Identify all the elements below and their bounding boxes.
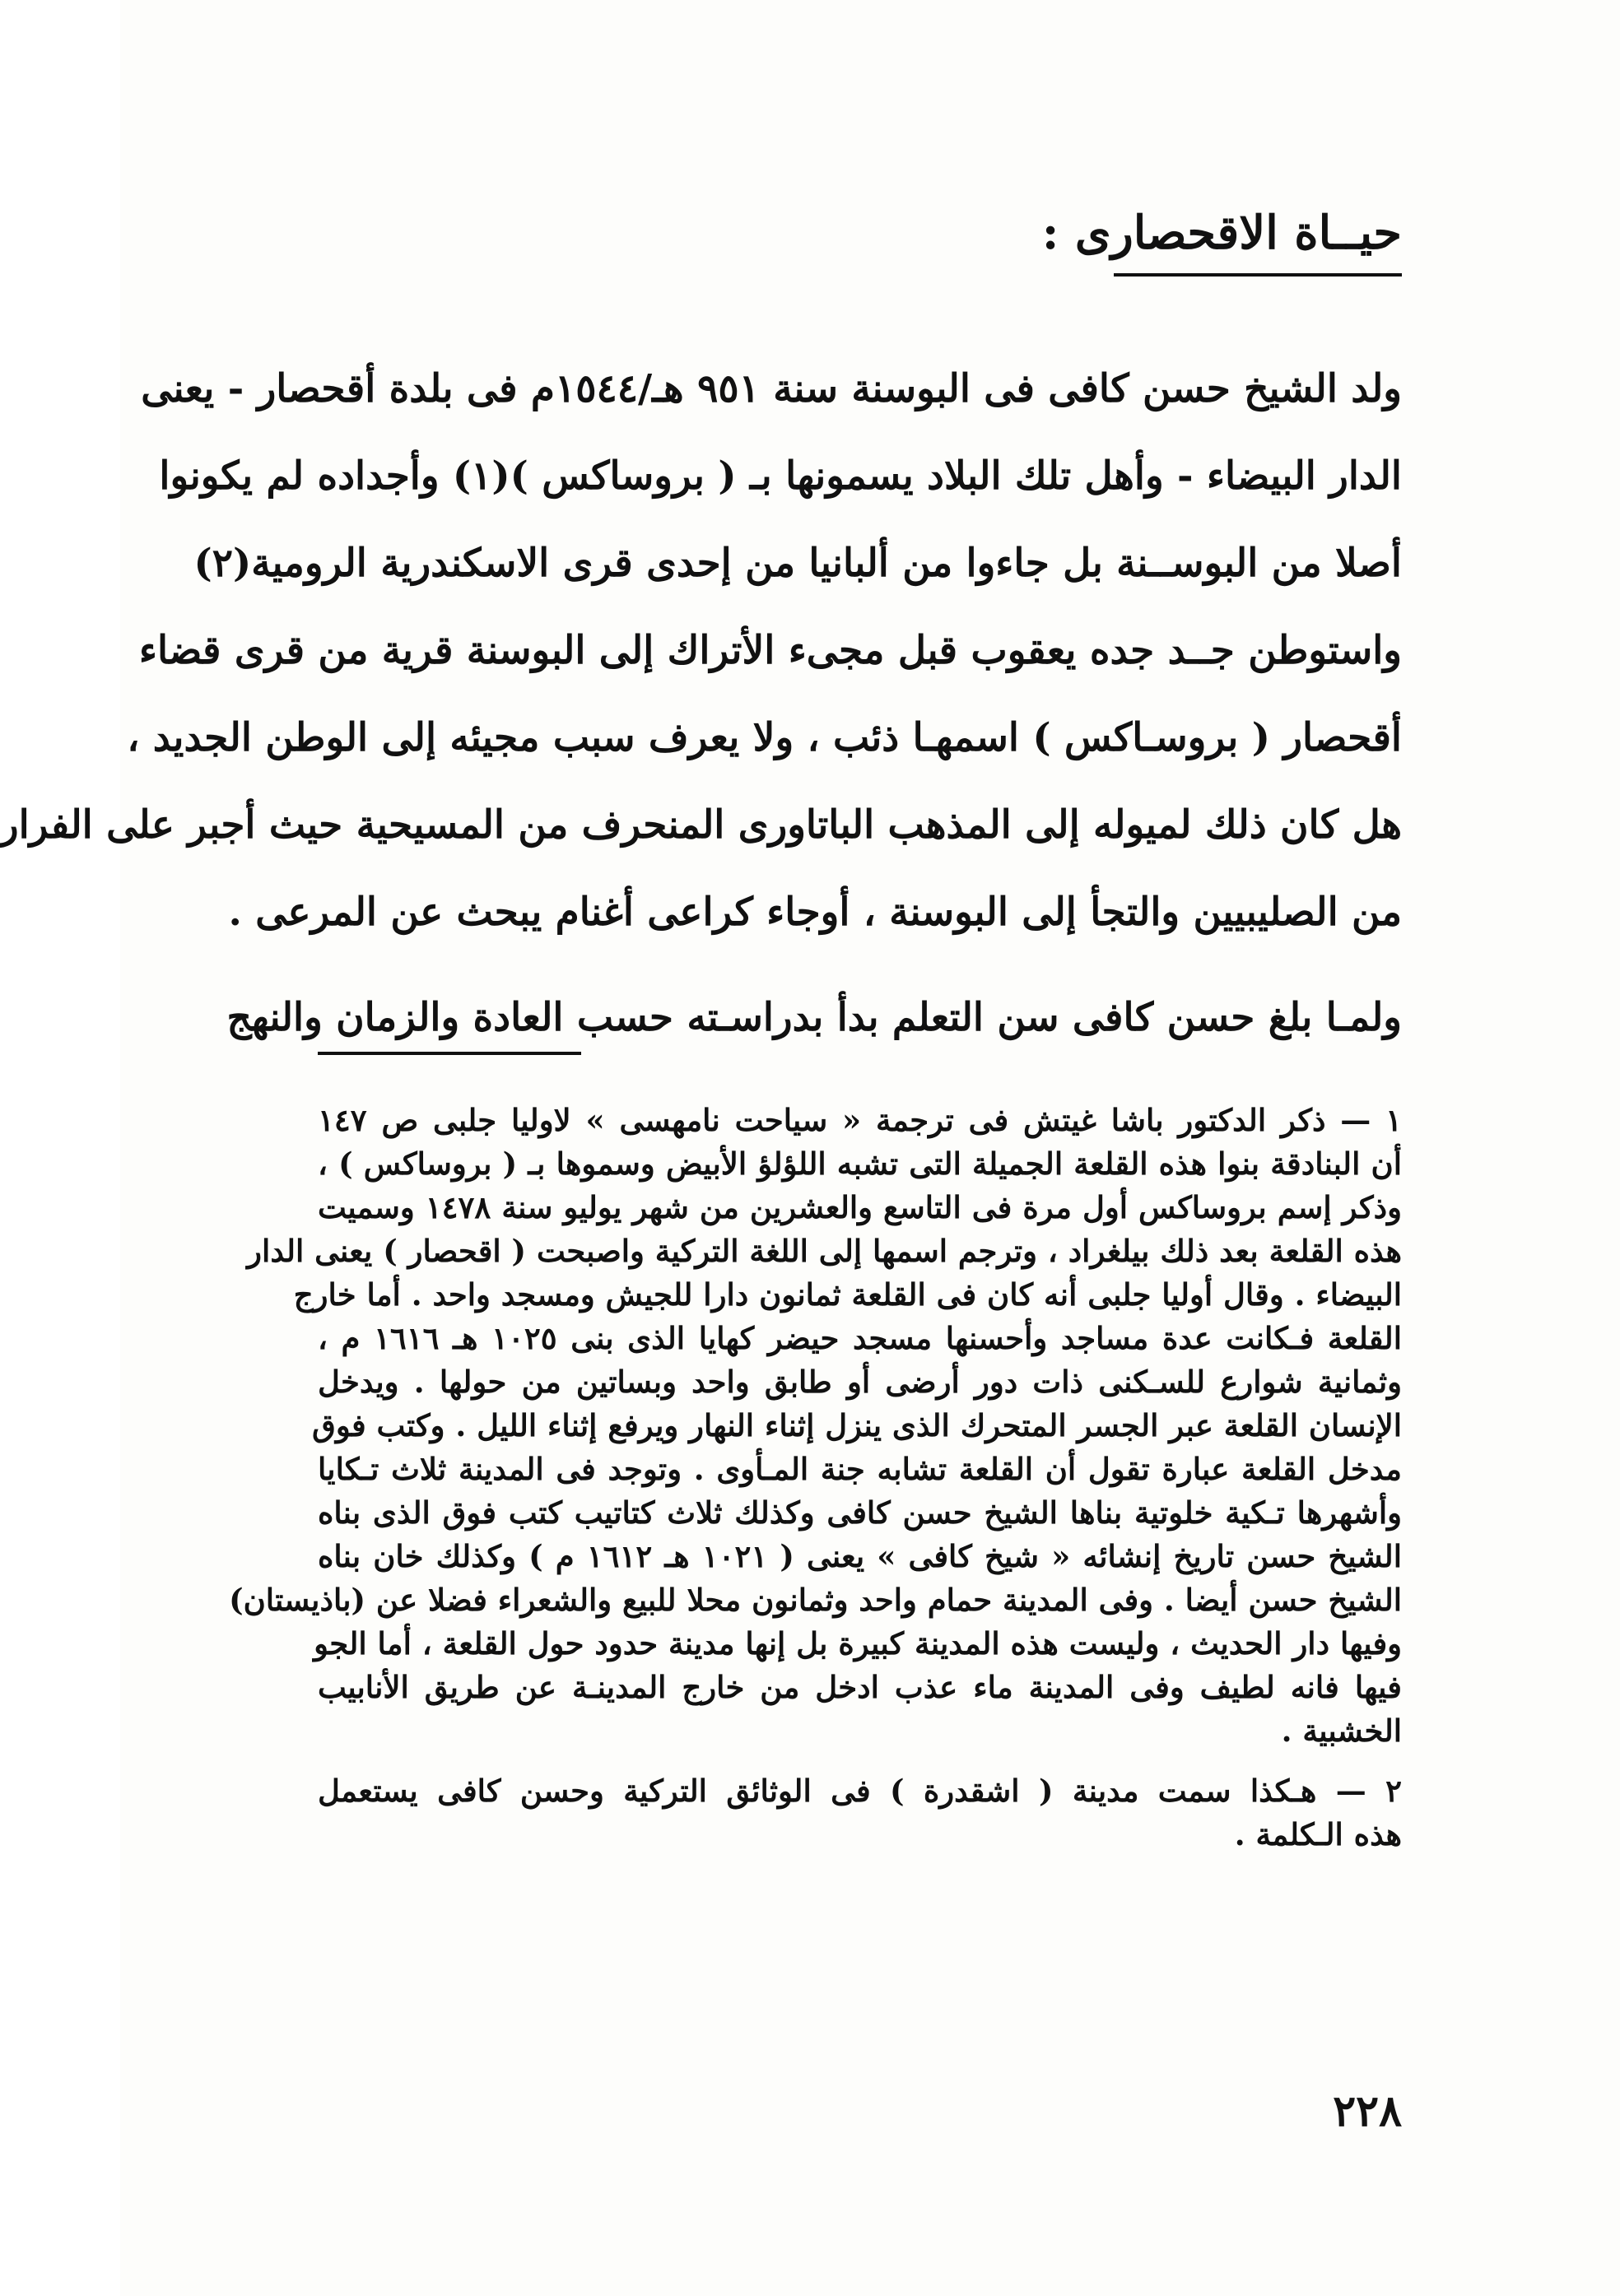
footnote-line: الشيخ حسن أيضا . وفى المدينة حمام واحد وثمانون محلا للبيع والشعراء فضلا عن (باذيستان) xyxy=(229,1582,1402,1618)
body-line: الدار البيضاء - وأهل تلك البلاد يسمونها بـ ( بروساكس )(١) وأجداده لم يكونوا xyxy=(159,453,1402,499)
page-heading: حيــاة الاقحصارى : xyxy=(1041,206,1402,260)
main-text xyxy=(0,346,1402,1062)
footnote-line: الخشبية . xyxy=(1281,1713,1402,1749)
body-line: من الصليبيين والتجأ إلى البوسنة ، أوجاء كراعى أغنام يبحث عن المرعى . xyxy=(228,890,1402,935)
footnote-line: وثمانية شوارع للسـكنى ذات دور أرضى أو طابق واحد وبساتين من حولها . ويدخل xyxy=(318,1364,1402,1400)
footnote-line: ١ — ذكر الدكتور باشا غيتش فى ترجمة « سياحت نامهسى » لاوليا جلبى ص ١٤٧ xyxy=(318,1102,1402,1138)
footnote-line: ٢ — هـكذا سمت مدينة ( اشقدرة ) فى الوثائق التركية وحسن كافى يستعمل xyxy=(318,1773,1402,1809)
footnote-line: فيها فانه لطيف وفى المدينة ماء عذب ادخل من خارج المدينـة عن طريق الأنابيب xyxy=(318,1669,1402,1705)
footnote-line: الشيخ حسن تاريخ إنشائه « شيخ كافى » يعنى ( ١٠٢١ هـ ١٦١٢ م ) وكذلك خان بناه xyxy=(318,1538,1402,1574)
footnote-line: مدخل القلعة عبارة تقول أن القلعة تشابه جنة المـأوى . وتوجد فى المدينة ثلاث تـكايا xyxy=(318,1451,1402,1487)
body-line: هل كان ذلك لميوله إلى المذهب الباتاورى المنحرف من المسيحية حيث أجبر على الفرار xyxy=(0,802,1402,848)
footnotes xyxy=(229,1099,1402,1857)
body-line: واستوطن جــد جده يعقوب قبل مجىء الأتراك إلى البوسنة قرية من قرى قضاء xyxy=(138,628,1402,673)
footnote-line: وفيها دار الحديث ، وليست هذه المدينة كبيرة بل إنها مدينة حدود حول القلعة ، أما الجو xyxy=(314,1625,1402,1662)
footnote-line: وذكر إسم بروساكس أول مرة فى التاسع والعشرين من شهر يوليو سنة ١٤٧٨ وسميت xyxy=(318,1189,1402,1225)
footnote-line: البيضاء . وقال أوليا جلبى أنه كان فى القلعة ثمانون دارا للجيش ومسجد واحد . أما خارج xyxy=(293,1276,1402,1313)
body-line: ولمـا بلغ حسن كافى سن التعلم بدأ بدراسـته حسب العادة والزمان والنهج xyxy=(226,995,1402,1040)
body-line: ولد الشيخ حسن كافى فى البوسنة سنة ٩٥١ هـ/١٥٤٤م فى بلدة أقحصار - يعنى xyxy=(141,366,1402,411)
body-line: أقحصار ( بروسـاكس ) اسمهـا ذئب ، ولا يعرف سبب مجيئه إلى الوطن الجديد ، xyxy=(127,715,1402,760)
heading-underline xyxy=(1114,273,1402,277)
footnote-line: هذه القلعة بعد ذلك بيلغراد ، وترجم اسمها إلى اللغة التركية واصبحت ( اقحصار ) يعنى الدار xyxy=(247,1233,1402,1269)
footnote-line: الإنسان القلعة عبر الجسر المتحرك الذى ينزل إثناء النهار ويرفع إثناء الليل . وكتب فوق xyxy=(312,1407,1402,1443)
footnote-line: القلعة فـكانت عدة مساجد وأحسنها مسجد حيضر كهايا الذى بنى ١٠٢٥ هـ ١٦١٦ م ، xyxy=(318,1320,1402,1356)
body-line: أصلا من البوســنة بل جاءوا من ألبانيا من إحدى قرى الاسكندرية الرومية(٢) xyxy=(193,541,1402,586)
footnote-separator xyxy=(318,1052,581,1055)
page-number: ٢٢٨ xyxy=(1333,2086,1402,2136)
footnote-line: وأشهرها تـكية خلوتية بناها الشيخ حسن كافى وكذلك ثلاث كتاتيب كتب فوق الذى بناه xyxy=(318,1494,1402,1531)
footnote-line: أن البنادقة بنوا هذه القلعة الجميلة التى تشبه اللؤلؤ الأبيض وسموها بـ ( بروساكس ) ، xyxy=(318,1146,1402,1182)
footnote-1 xyxy=(229,1099,1402,1753)
footnote-2 xyxy=(318,1769,1402,1857)
footnote-line: هذه الـكلمة . xyxy=(1234,1816,1402,1852)
